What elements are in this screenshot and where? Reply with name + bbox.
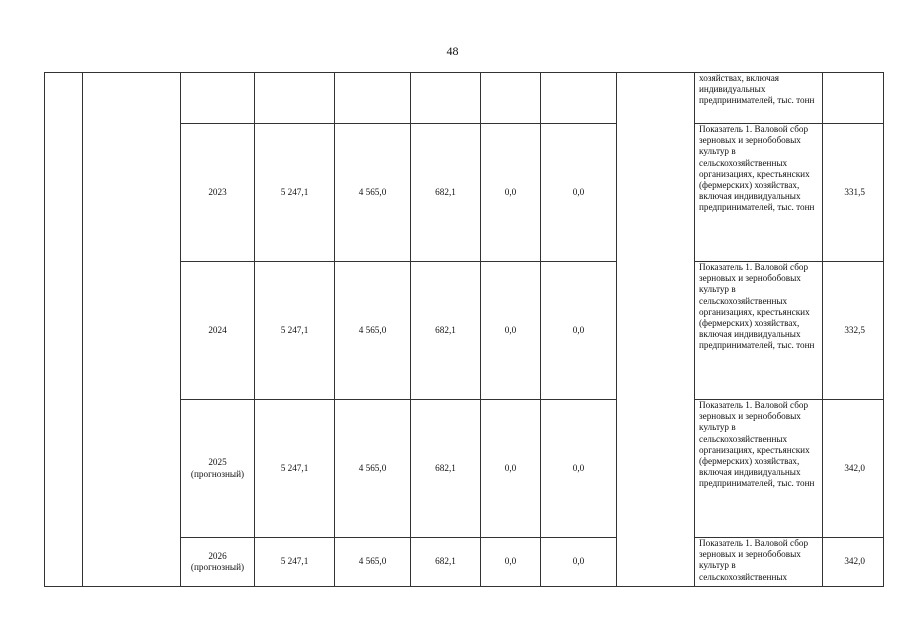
table-row: [45, 73, 884, 124]
regional-budget-cell: 682,1: [411, 262, 481, 400]
year-cell: [181, 73, 255, 124]
regional-budget-cell: 682,1: [411, 538, 481, 587]
local-budget-cell: 0,0: [481, 538, 541, 587]
indicator-cell: Показатель 1. Валовой сбор зерновых и зернобобовых культур в сельскохозяйственных: [695, 538, 823, 587]
total-cell: 5 247,1: [255, 124, 335, 262]
federal-budget-cell: 4 565,0: [335, 538, 411, 587]
local-budget-cell: 0,0: [481, 400, 541, 538]
regional-budget-cell: 682,1: [411, 400, 481, 538]
other-sources-cell: [541, 73, 617, 124]
local-budget-cell: [481, 73, 541, 124]
total-cell: 5 247,1: [255, 262, 335, 400]
other-sources-cell: 0,0: [541, 124, 617, 262]
indicator-cell: Показатель 1. Валовой сбор зерновых и зернобобовых культур в сельскохозяйственных организациях, крестьянских (фермерских) хозяйствах, включая индивидуальных предпринимателей, тыс. тонн: [695, 124, 823, 262]
regional-budget-cell: [411, 73, 481, 124]
indicator-cell: Показатель 1. Валовой сбор зерновых и зернобобовых культур в сельскохозяйственных организациях, крестьянских (фермерских) хозяйствах, включая индивидуальных предпринимателей, тыс. тонн: [695, 262, 823, 400]
federal-budget-cell: 4 565,0: [335, 262, 411, 400]
indicator-cell: Показатель 1. Валовой сбор зерновых и зернобобовых культур в сельскохозяйственных организациях, крестьянских (фермерских) хозяйствах, включая индивидуальных предпринимателей, тыс. тонн: [695, 400, 823, 538]
federal-budget-cell: [335, 73, 411, 124]
year-cell: 2026 (прогнозный): [181, 538, 255, 587]
total-cell: 5 247,1: [255, 400, 335, 538]
indicator-value-cell: 331,5: [823, 124, 884, 262]
indicator-value-cell: [823, 73, 884, 124]
local-budget-cell: 0,0: [481, 262, 541, 400]
program-number-cell: [45, 73, 83, 587]
year-cell: 2024: [181, 262, 255, 400]
total-cell: 5 247,1: [255, 538, 335, 587]
executor-cell: [617, 73, 695, 587]
federal-budget-cell: 4 565,0: [335, 124, 411, 262]
other-sources-cell: 0,0: [541, 400, 617, 538]
other-sources-cell: 0,0: [541, 262, 617, 400]
total-cell: [255, 73, 335, 124]
indicator-value-cell: 332,5: [823, 262, 884, 400]
regional-budget-cell: 682,1: [411, 124, 481, 262]
year-cell: 2023: [181, 124, 255, 262]
local-budget-cell: 0,0: [481, 124, 541, 262]
budget-indicator-table: [44, 72, 884, 587]
federal-budget-cell: 4 565,0: [335, 400, 411, 538]
program-name-cell: [83, 73, 181, 587]
indicator-value-cell: 342,0: [823, 538, 884, 587]
indicator-cell: хозяйствах, включая индивидуальных предпринимателей, тыс. тонн: [695, 73, 823, 124]
other-sources-cell: 0,0: [541, 538, 617, 587]
page-number: 48: [446, 44, 459, 58]
year-cell: 2025 (прогнозный): [181, 400, 255, 538]
indicator-value-cell: 342,0: [823, 400, 884, 538]
